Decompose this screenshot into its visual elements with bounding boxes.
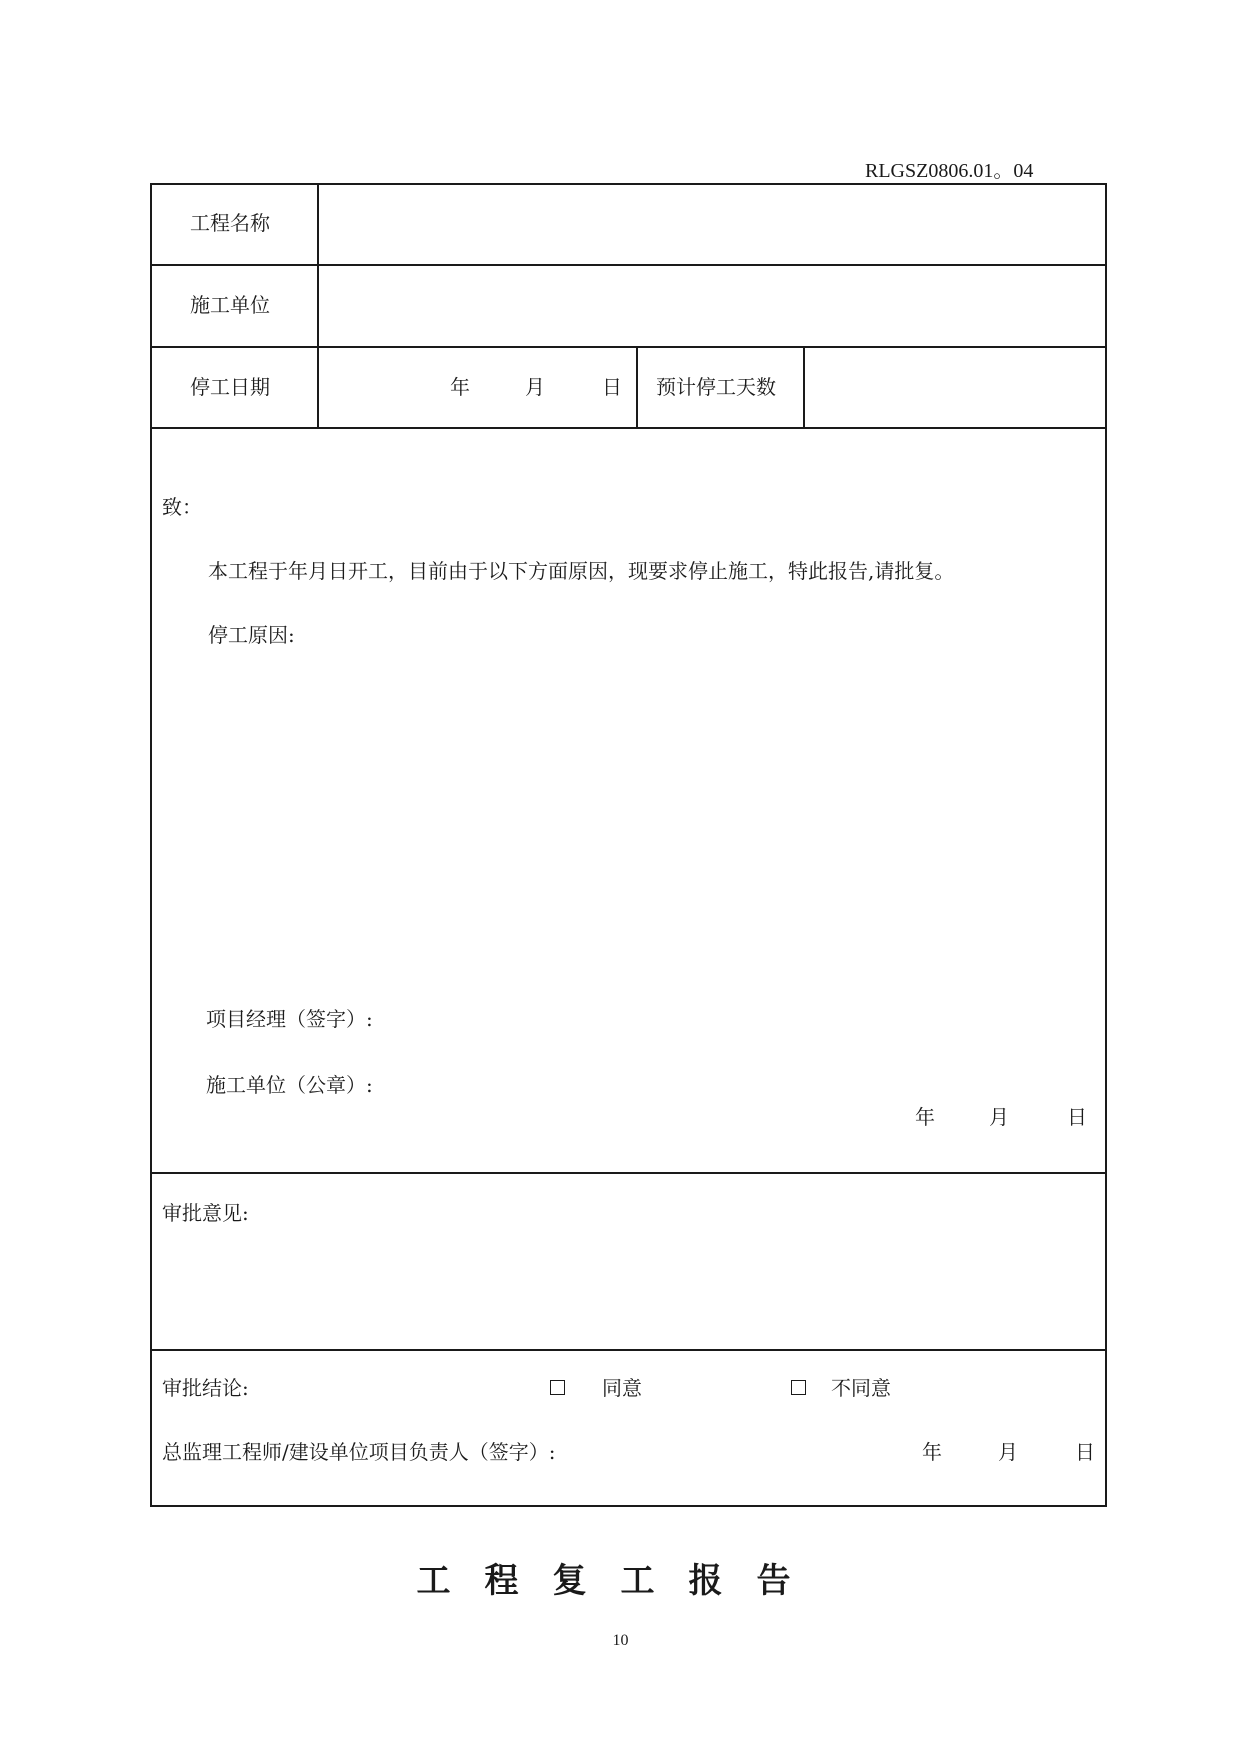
agree-label: 同意	[602, 1376, 642, 1400]
label-column-divider	[317, 183, 319, 428]
disagree-label: 不同意	[831, 1376, 891, 1400]
row-divider	[150, 1172, 1106, 1174]
stop-date-month: 月	[525, 375, 545, 399]
stop-date-label: 停工日期	[190, 375, 270, 399]
contractor-label: 施工单位	[190, 293, 270, 317]
form-border-left	[150, 183, 152, 1507]
approval-date-day: 日	[1075, 1440, 1095, 1464]
contractor-field[interactable]	[325, 271, 1095, 341]
stop-work-form	[150, 183, 1106, 1507]
addressee-label: 致：	[162, 495, 202, 519]
approval-opinion-field[interactable]	[162, 1233, 1092, 1338]
request-date-day: 日	[1067, 1105, 1087, 1129]
page-number: 10	[612, 1632, 629, 1649]
approval-date-year: 年	[922, 1440, 942, 1464]
agree-checkbox[interactable]	[550, 1380, 565, 1395]
disagree-checkbox[interactable]	[791, 1380, 806, 1395]
approval-opinion-label: 审批意见:	[162, 1201, 249, 1225]
project-name-label: 工程名称	[190, 211, 270, 235]
est-days-field[interactable]	[812, 353, 1097, 423]
row-divider	[150, 264, 1106, 266]
approval-date-month: 月	[998, 1440, 1018, 1464]
company-seal-label: 施工单位（公章）:	[206, 1073, 373, 1097]
approval-conclusion-label: 审批结论:	[162, 1376, 249, 1400]
row-divider	[150, 427, 1106, 429]
row-divider	[150, 346, 1106, 348]
chief-engineer-signature-label: 总监理工程师/建设单位项目负责人（签字）:	[162, 1440, 556, 1464]
request-body: 本工程于年月日开工，目前由于以下方面原因，现要求停止施工，特此报告,请批复。	[208, 559, 955, 583]
document-code: RLGSZ0806.01。04	[865, 160, 1034, 182]
next-form-title: 工程复工报告	[416, 1561, 825, 1601]
stop-reason-label: 停工原因:	[208, 623, 295, 647]
request-date-year: 年	[915, 1105, 935, 1129]
stop-date-year: 年	[450, 375, 470, 399]
column-divider	[803, 346, 805, 428]
stop-reason-field[interactable]	[208, 663, 1088, 963]
stop-date-day: 日	[602, 375, 622, 399]
project-name-field[interactable]	[325, 189, 1095, 259]
est-days-label: 预计停工天数	[656, 375, 776, 399]
form-border-bottom	[150, 1505, 1106, 1507]
row-divider	[150, 1349, 1106, 1351]
request-date-month: 月	[989, 1105, 1009, 1129]
manager-signature-label: 项目经理（签字）:	[206, 1007, 373, 1031]
form-border-top	[150, 183, 1106, 185]
form-border-right	[1105, 183, 1107, 1507]
column-divider	[636, 346, 638, 428]
